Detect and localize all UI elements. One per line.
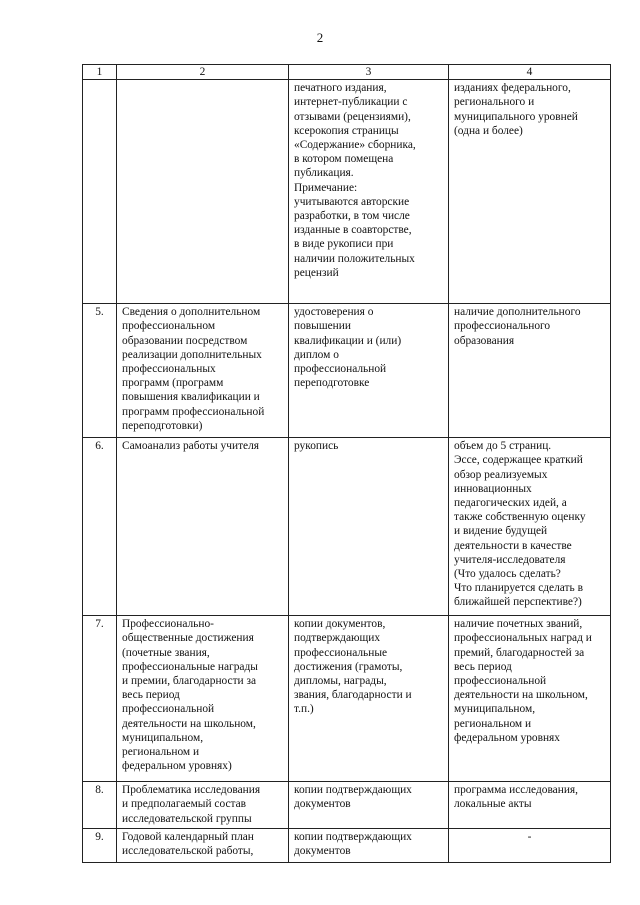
page-number: 2 — [316, 30, 324, 45]
row-number: 8. — [83, 782, 117, 829]
row-form: копии подтверждающих документов — [289, 828, 449, 862]
row-number: 6. — [83, 438, 117, 616]
table-row — [83, 828, 611, 862]
row-name: Самоанализ работы учителя — [117, 438, 289, 616]
table-row — [83, 616, 611, 782]
row-form: копии документов, подтверждающих профессиональные достижения (грамоты, дипломы, награды, звания, благодарности и т.п.) — [289, 616, 449, 782]
row-number: 7. — [83, 616, 117, 782]
row-criteria: наличие почетных званий, профессиональных наград и премий, благодарностей за весь период профессиональной деятельности на школьном, муниципальном, региональном и федеральном уровнях — [449, 616, 611, 782]
row-number — [83, 80, 117, 304]
row-name: Сведения о дополнительном профессиональном образовании посредством реализации дополнительных профессиональных программ (программ повышения квалификации и программ профессиональной переподготовки) — [117, 304, 289, 438]
table-row — [83, 782, 611, 829]
table-row — [83, 304, 611, 438]
row-form: удостоверения о повышении квалификации и (или) диплом о профессиональной переподготовке — [289, 304, 449, 438]
column-header-2: 2 — [117, 65, 289, 80]
row-name — [117, 80, 289, 304]
row-number: 5. — [83, 304, 117, 438]
row-form: печатного издания, интернет-публикации с отзывами (рецензиями), ксерокопия страницы «Содержание» сборника, в котором помещена публикация. Примечание: учитываются авторские разработки, в том числе изданные в соавторстве, в виде рукописи при наличии положительных рецензий — [289, 80, 449, 304]
table-header-row — [83, 65, 611, 80]
row-criteria: наличие дополнительного профессионального образования — [449, 304, 611, 438]
table-row — [83, 80, 611, 304]
row-number: 9. — [83, 828, 117, 862]
column-header-4: 4 — [449, 65, 611, 80]
row-name: Проблематика исследования и предполагаемый состав исследовательской группы — [117, 782, 289, 829]
row-criteria: изданиях федерального, регионального и муниципального уровней (одна и более) — [449, 80, 611, 304]
row-form: копии подтверждающих документов — [289, 782, 449, 829]
row-criteria: программа исследования, локальные акты — [449, 782, 611, 829]
row-criteria: - — [449, 828, 611, 862]
column-header-3: 3 — [289, 65, 449, 80]
column-header-1: 1 — [83, 65, 117, 80]
criteria-table — [82, 64, 611, 863]
table-row — [83, 438, 611, 616]
row-name: Профессионально- общественные достижения (почетные звания, профессиональные награды и премии, благодарности за весь период профессиональной деятельности на школьном, муниципальном, региональном и федеральном уровнях) — [117, 616, 289, 782]
row-criteria: объем до 5 страниц. Эссе, содержащее краткий обзор реализуемых инновационных педагогических идей, а также собственную оценку и видение будущей деятельности в качестве учителя-исследователя (Что удалось сделать? Что планируется сделать в ближайшей перспективе?) — [449, 438, 611, 616]
row-name: Годовой календарный план исследовательской работы, — [117, 828, 289, 862]
row-form: рукопись — [289, 438, 449, 616]
